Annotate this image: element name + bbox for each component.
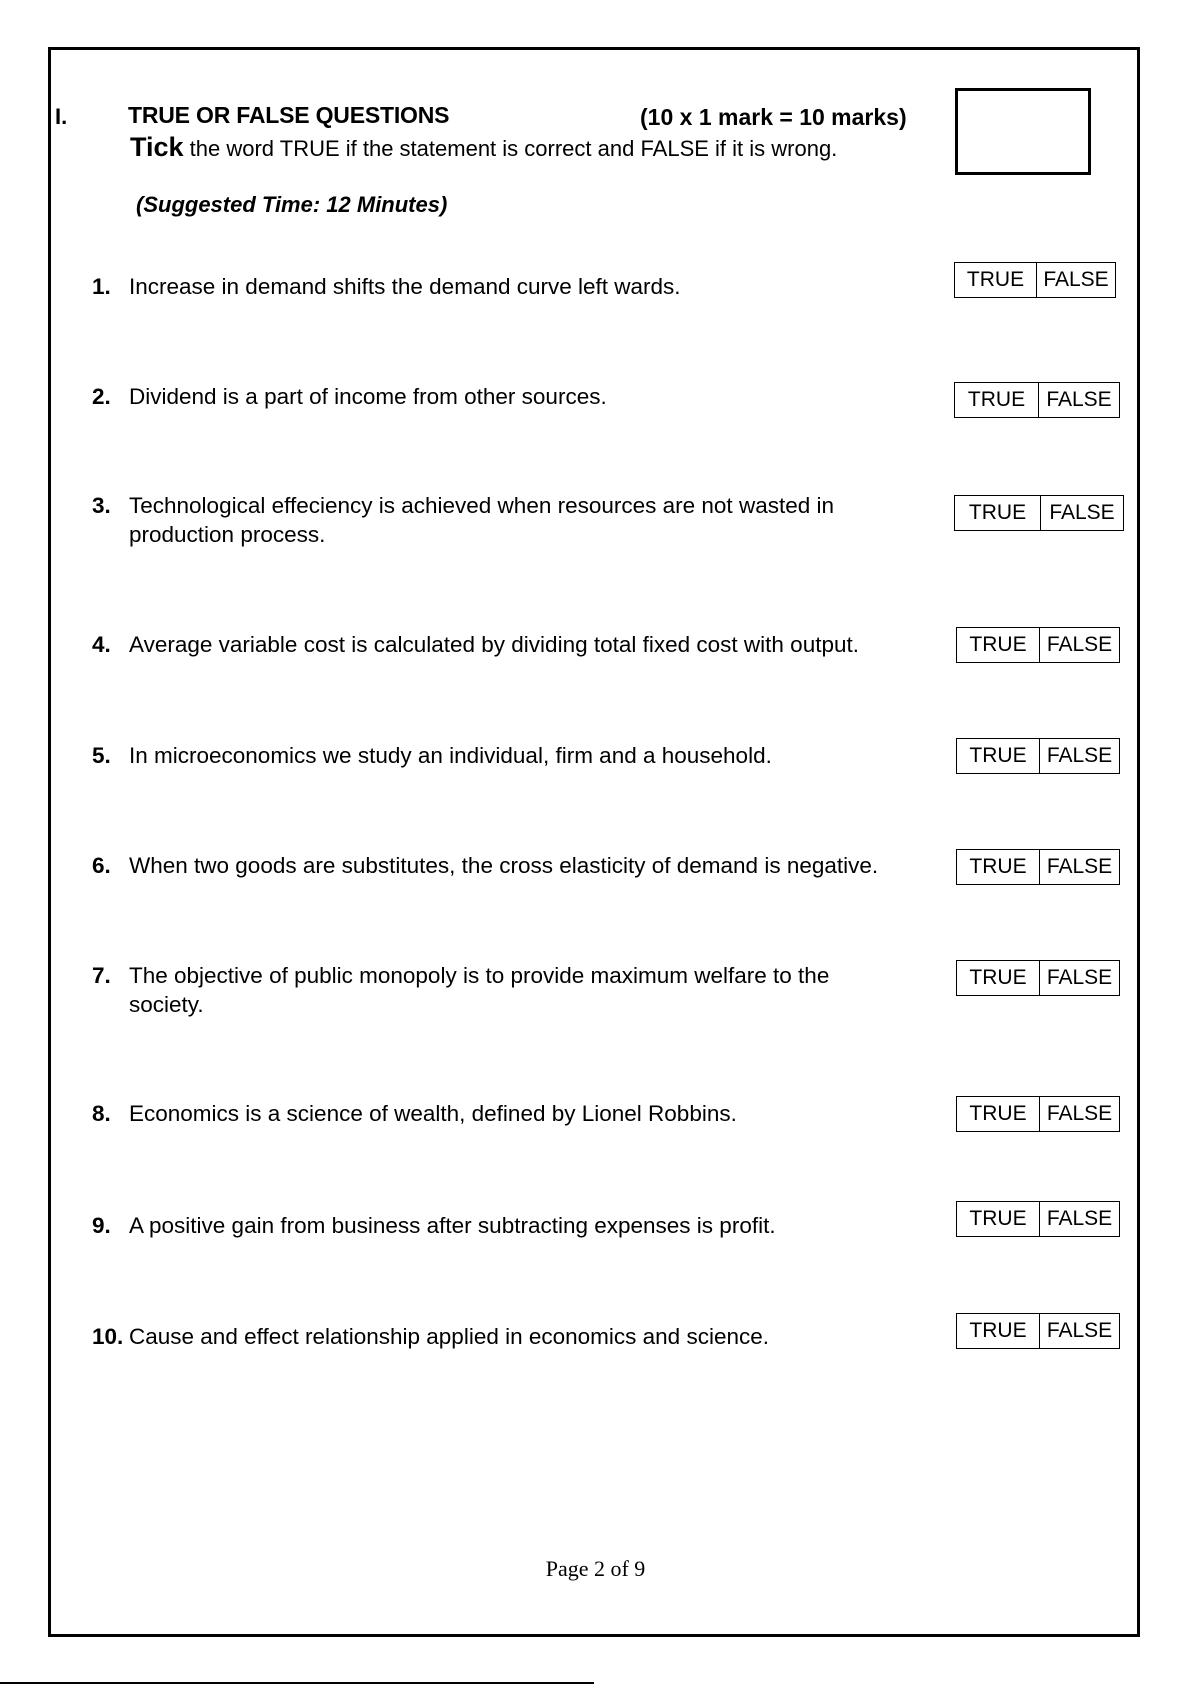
answer-box-6 (956, 849, 1120, 885)
true-option[interactable]: TRUE (957, 1314, 1040, 1348)
answer-box-3 (954, 495, 1124, 531)
true-option[interactable]: TRUE (957, 1097, 1040, 1131)
true-option[interactable]: TRUE (955, 383, 1039, 417)
question-text: Average variable cost is calculated by dividing total fixed cost with output. (129, 632, 859, 657)
question-text: Technological effeciency is achieved when resources are not wasted in production process. (129, 493, 834, 547)
section-numeral: I. (55, 104, 68, 129)
bottom-rule (0, 1682, 594, 1684)
question-text: When two goods are substitutes, the cross elasticity of demand is negative. (129, 853, 879, 878)
false-option[interactable]: FALSE (1043, 268, 1109, 291)
question-text: A positive gain from business after subtracting expenses is profit. (129, 1213, 776, 1238)
question-text: Economics is a science of wealth, defined by Lionel Robbins. (129, 1101, 737, 1126)
answer-box-5 (956, 738, 1120, 774)
true-option[interactable]: TRUE (957, 961, 1040, 995)
question-number: 5. (92, 743, 111, 768)
page-number: Page 2 of 9 (545, 1556, 646, 1581)
true-option[interactable]: TRUE (955, 263, 1037, 297)
instruction-tick-word: Tick (130, 132, 184, 162)
question-number: 9. (92, 1213, 111, 1238)
question-number: 1. (92, 274, 111, 299)
true-option[interactable]: TRUE (957, 628, 1040, 662)
false-option[interactable]: FALSE (1046, 1102, 1113, 1125)
question-number: 7. (92, 963, 111, 988)
false-option[interactable]: FALSE (1046, 855, 1113, 878)
question-number: 6. (92, 853, 111, 878)
answer-box-8 (956, 1096, 1120, 1132)
false-option[interactable]: FALSE (1046, 1319, 1113, 1342)
instruction-text: the word TRUE if the statement is correct and FALSE if it is wrong. (183, 136, 838, 161)
marks-allocation: (10 x 1 mark = 10 marks) (640, 104, 907, 130)
answer-box-9 (956, 1201, 1120, 1237)
question-text: In microeconomics we study an individual, firm and a household. (129, 743, 772, 768)
true-option[interactable]: TRUE (957, 850, 1040, 884)
answer-box-7 (956, 960, 1120, 996)
question-text: Cause and effect relationship applied in economics and science. (129, 1324, 769, 1349)
false-option[interactable]: FALSE (1046, 1207, 1113, 1230)
false-option[interactable]: FALSE (1046, 633, 1113, 656)
question-number: 8. (92, 1101, 111, 1126)
score-box[interactable] (955, 88, 1091, 175)
true-option[interactable]: TRUE (955, 496, 1041, 530)
false-option[interactable]: FALSE (1046, 966, 1113, 989)
question-number: 10. (92, 1324, 124, 1349)
answer-box-10 (956, 1313, 1120, 1349)
answer-box-1 (954, 262, 1116, 298)
question-text: The objective of public monopoly is to provide maximum welfare to the society. (129, 963, 830, 1017)
question-text: Dividend is a part of income from other sources. (129, 384, 607, 409)
suggested-time: (Suggested Time: 12 Minutes) (136, 192, 448, 217)
false-option[interactable]: FALSE (1049, 501, 1115, 524)
false-option[interactable]: FALSE (1046, 388, 1112, 411)
answer-box-2 (954, 382, 1120, 418)
answer-box-4 (956, 627, 1120, 663)
question-number: 4. (92, 632, 111, 657)
instructions (130, 132, 837, 163)
false-option[interactable]: FALSE (1046, 744, 1113, 767)
question-number: 2. (92, 384, 111, 409)
question-text: Increase in demand shifts the demand curve left wards. (129, 274, 681, 299)
section-title: TRUE OR FALSE QUESTIONS (128, 102, 450, 128)
question-number: 3. (92, 493, 111, 518)
true-option[interactable]: TRUE (957, 1202, 1040, 1236)
true-option[interactable]: TRUE (957, 739, 1040, 773)
